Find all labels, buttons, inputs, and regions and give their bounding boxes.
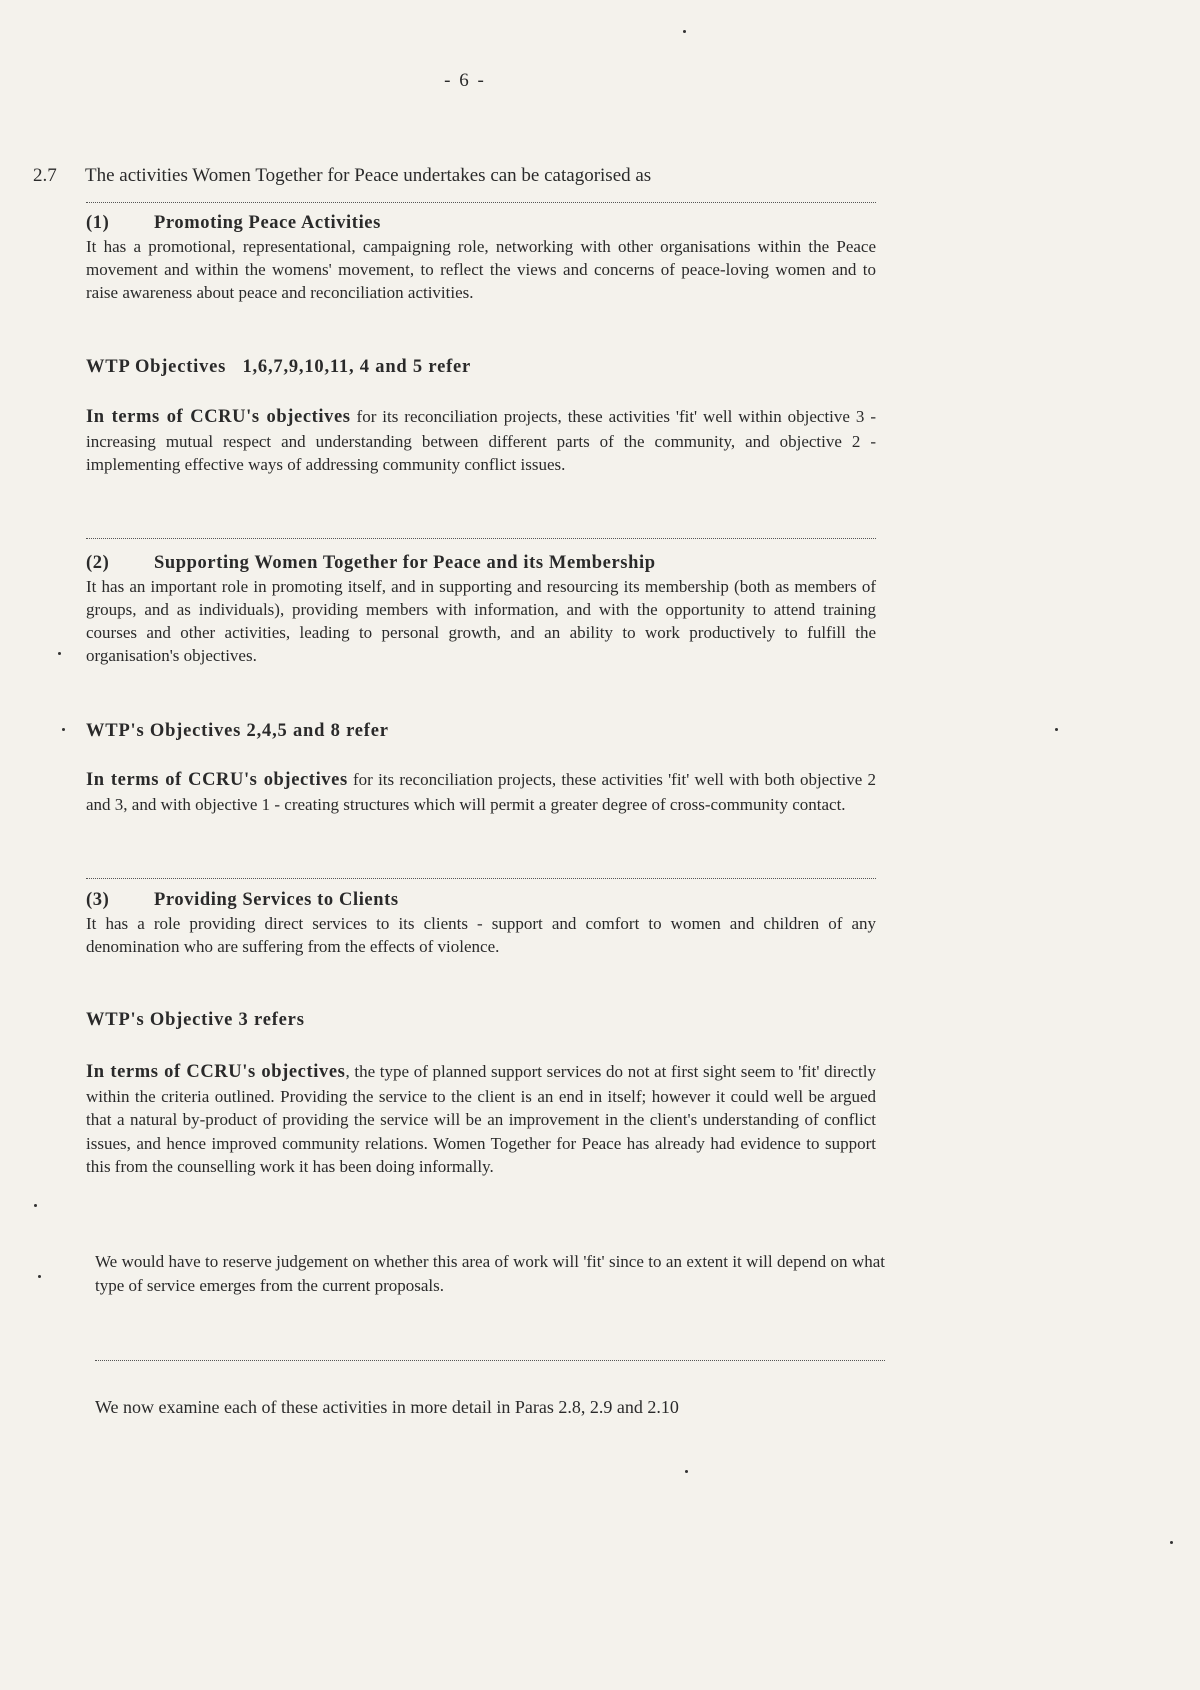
section-body: It has a role providing direct services to its clients - support and comfort to women and children of any denomination who are suffering from the effects of violence.	[86, 914, 876, 956]
section-number: (1)	[86, 213, 110, 233]
section-supporting-membership	[86, 552, 876, 667]
dotted-divider	[86, 202, 876, 203]
section-body: It has an important role in promoting itself, and in supporting and resourcing its membership (both as members of groups, and as individuals), providing members with information, and with the opportunity to attend training courses and other activities, leading to personal growth, and an ability to work productively to fulfill the organisation's objectives.	[86, 577, 876, 665]
ccru-lead: In terms of CCRU's objectives	[86, 770, 348, 790]
section-heading	[86, 552, 876, 575]
ccru-text: , the type of planned support services do not at first sight seem to 'fit' directly within the criteria outlined. Providing the service to the client is an end in itself; however it could well be argued that a natural by-product of providing the service will be an improvement in the client's understanding of conflict issues, and hence improved community relations. Women Together for Peace has already had evidence to support this from the counselling work it has been doing informally.	[86, 1062, 876, 1176]
section-title: Promoting Peace Activities	[154, 213, 381, 233]
closing-sentence: We now examine each of these activities in more detail in Paras 2.8, 2.9 and 2.10	[95, 1397, 679, 1417]
section-number: (2)	[86, 553, 110, 573]
wtp-objectives-3: WTP's Objective 3 refers	[86, 1010, 305, 1030]
ccru-objectives-1	[86, 405, 876, 477]
scan-speck	[1170, 1541, 1173, 1544]
scan-speck	[685, 1470, 688, 1473]
page-number: - 6 -	[444, 70, 486, 91]
dotted-divider	[86, 538, 876, 539]
scan-speck	[62, 728, 65, 731]
scan-speck	[38, 1275, 41, 1278]
scan-speck	[1055, 728, 1058, 731]
section-heading	[86, 212, 876, 235]
dotted-divider	[86, 878, 876, 879]
section-providing-services	[86, 889, 876, 958]
section-heading	[86, 889, 876, 912]
reserve-judgement-paragraph: We would have to reserve judgement on whether this area of work will 'fit' since to an extent it will depend on what type of service emerges from the current proposals.	[95, 1252, 885, 1295]
ccru-lead: In terms of CCRU's objectives	[86, 407, 351, 427]
section-body: It has a promotional, representational, campaigning role, networking with other organisations within the Peace movement and within the womens' movement, to reflect the views and concerns of peace-loving women and to raise awareness about peace and reconciliation activities.	[86, 237, 876, 302]
section-title: Providing Services to Clients	[154, 890, 399, 910]
paragraph-number: 2.7	[33, 165, 57, 186]
wtp-objectives-1: WTP Objectives 1,6,7,9,10,11, 4 and 5 refer	[86, 357, 472, 377]
wtp-objectives-2: WTP's Objectives 2,4,5 and 8 refer	[86, 721, 389, 741]
section-number: (3)	[86, 890, 110, 910]
scan-speck	[58, 652, 61, 655]
ccru-objectives-3	[86, 1060, 876, 1179]
paragraph-2-7-intro	[33, 165, 893, 187]
section-promoting-peace	[86, 212, 876, 304]
scan-speck	[683, 30, 686, 33]
scan-speck	[34, 1204, 37, 1207]
ccru-lead: In terms of CCRU's objectives	[86, 1062, 346, 1082]
ccru-text: for its reconciliation projects, these activities 'fit' well with both objective 2 and 3, and with objective 1 - creating structures which will permit a greater degree of cross-community contact.	[86, 770, 876, 814]
ccru-objectives-2	[86, 768, 876, 816]
ccru-text: for its reconciliation projects, these activities 'fit' well within objective 3 - increasing mutual respect and understanding between different parts of the community, and objective 2 - implementing effective ways of addressing community conflict issues.	[86, 407, 876, 474]
intro-text: The activities Women Together for Peace undertakes can be catagorised as	[85, 165, 652, 186]
dotted-divider	[95, 1360, 885, 1361]
section-title: Supporting Women Together for Peace and its Membership	[154, 553, 656, 573]
